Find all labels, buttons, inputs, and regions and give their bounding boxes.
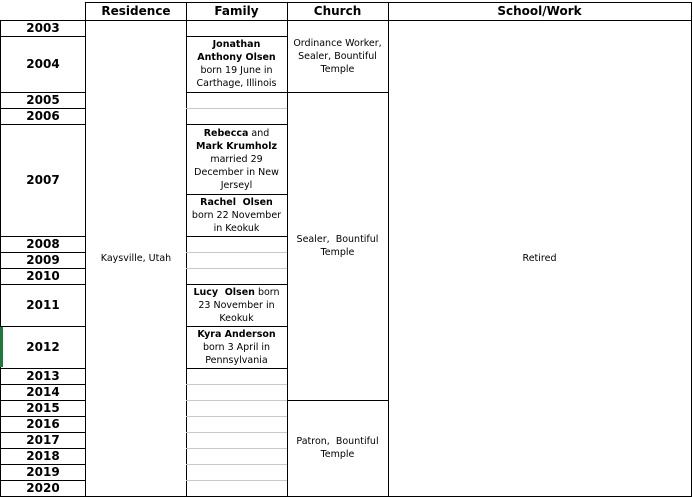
divider [186,92,287,93]
family-entry-rebecca [186,124,287,194]
year-label: 2014 [26,385,60,399]
divider [287,2,288,497]
family-name: Lucy Olsen [193,286,255,298]
divider [0,268,86,269]
divider [388,2,389,497]
divider [186,284,287,285]
divider [186,368,287,369]
divider [0,108,86,109]
divider [0,252,86,253]
year-label: 2020 [26,481,60,495]
year-label: 2006 [26,109,60,123]
divider [186,36,287,37]
divider [0,432,86,433]
year-label: 2011 [26,298,60,312]
divider [85,2,692,3]
year-label: 2015 [26,401,60,415]
divider [186,400,287,401]
family-name: Jonathan Anthony Olsen [197,39,276,63]
family-name: Rachel Olsen [200,196,273,208]
divider [186,480,287,481]
year-label: 2009 [26,253,60,267]
divider [186,2,187,497]
header-church: Church [313,4,362,18]
divider [0,326,86,327]
divider [186,432,287,433]
divider [0,448,86,449]
row-selection-marker [0,327,3,367]
divider [186,326,287,327]
family-name: Mark Krumholz [196,140,277,152]
divider [287,92,388,93]
divider [0,496,692,497]
year-label: 2018 [26,449,60,463]
church-patron: Patron, Bountiful Temple [296,436,382,460]
year-label: 2008 [26,237,60,251]
year-label: 2003 [26,21,60,35]
family-detail: born 3 April in Pennsylvania [202,341,271,366]
family-name: Kyra Anderson [197,328,276,340]
divider [186,108,287,109]
family-detail: married 29 December in New Jerseyl [194,153,279,191]
year-label: 2007 [26,173,60,187]
divider [85,2,86,497]
family-detail: born 22 November in Keokuk [191,209,282,234]
divider [0,464,86,465]
divider [186,416,287,417]
year-label: 2017 [26,433,60,447]
year-label: 2005 [26,93,60,107]
family-detail: born 23 November in Keokuk [198,286,280,324]
family-entry-lucy [186,284,287,326]
divider [186,268,287,269]
divider [0,384,86,385]
divider [0,480,86,481]
divider [0,416,86,417]
divider [0,20,692,21]
divider [186,124,287,125]
year-label: 2004 [26,57,60,71]
header-school-work: School/Work [497,4,582,18]
divider [0,368,86,369]
family-detail: born 19 June in Carthage, Illinois [196,65,277,89]
year-label: 2010 [26,269,60,283]
divider [186,252,287,253]
school-work-cell: Retired [522,252,557,264]
divider [0,92,86,93]
divider [186,448,287,449]
divider [0,400,86,401]
header-residence: Residence [101,4,171,18]
year-label: 2016 [26,417,60,431]
divider [186,194,287,195]
divider [691,2,692,497]
divider [287,400,388,401]
year-label: 2012 [26,340,60,354]
family-conjunction: and [251,127,270,139]
family-entry-rachel [186,194,287,236]
divider [0,236,86,237]
family-entry-kyra [186,326,287,368]
divider [186,384,287,385]
year-label: 2019 [26,465,60,479]
church-sealer: Sealer, Bountiful Temple [296,234,382,258]
divider [0,36,86,37]
divider [186,464,287,465]
year-label: 2013 [26,369,60,383]
church-ordinance-worker: Ordinance Worker, Sealer, Bountiful Temple [293,37,382,75]
header-family: Family [214,4,259,18]
family-entry-jonathan [186,36,287,92]
divider [0,124,86,125]
divider [0,284,86,285]
family-name: Rebecca [203,127,249,139]
divider [186,236,287,237]
residence-cell: Kaysville, Utah [100,252,172,264]
